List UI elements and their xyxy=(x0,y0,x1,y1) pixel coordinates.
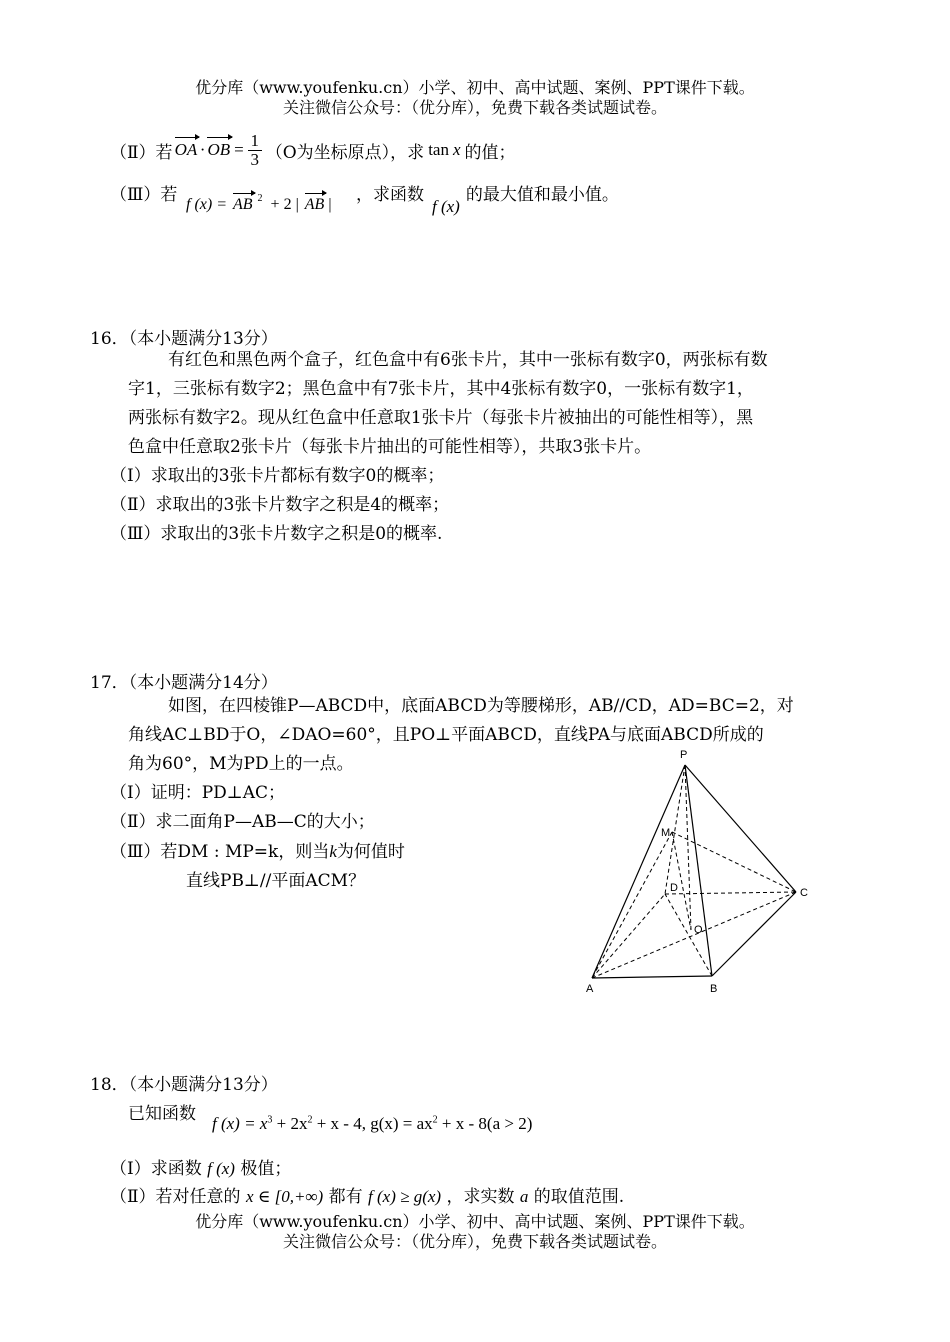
q15-part3-formula xyxy=(186,193,332,214)
q15-part3-rest xyxy=(356,180,619,216)
tan-function: tan xyxy=(428,140,449,159)
q18-part1-suffix: 极值； xyxy=(240,1159,292,1179)
edge-pc xyxy=(685,765,796,892)
segment-mc-hidden xyxy=(672,832,796,892)
pyramid-figure xyxy=(570,742,820,1002)
q15-part3-suffix: 的最大值和最小值。 xyxy=(465,185,619,205)
footer-line-1: 优分库（www.youfenku.cn）小学、初中、高中试题、案例、PPT课件下载。 xyxy=(195,1212,755,1231)
q17-line-3: 角为60°，M为PD上的一点。 xyxy=(128,754,354,774)
q18-part1 xyxy=(110,1154,291,1179)
function-fx: f (x) xyxy=(432,197,460,216)
function-f: f (x) = xyxy=(186,196,227,213)
q15-part2-note: （O为坐标原点），求 xyxy=(265,142,425,163)
q18-part1-prefix: （Ⅰ）求函数 xyxy=(110,1159,202,1179)
formula-part-b: + 2x xyxy=(276,1114,308,1133)
edge-pa xyxy=(592,765,685,978)
variable-k: k xyxy=(329,842,337,861)
q18-part2-variable-a: a xyxy=(519,1187,529,1206)
footer-line-2: 关注微信公众号：（优分库），免费下载各类试题试卷。 xyxy=(282,1232,667,1251)
formula-exp-2a: 2 xyxy=(307,1114,313,1126)
q18-part2-mid: 都有 xyxy=(328,1187,363,1207)
q15-part3-mid: ，求函数 xyxy=(356,185,424,205)
vector-ab: AB xyxy=(233,196,253,213)
q16-line-3: 两张标有数字2。现从红色盒中任意取1张卡片（每张卡片被抽出的可能性相等），黑 xyxy=(128,408,754,428)
label-d: D xyxy=(670,882,678,894)
fraction-denominator: 3 xyxy=(250,149,259,169)
q16-part-1: （Ⅰ）求取出的3张卡片都标有数字0的概率； xyxy=(110,466,445,486)
variable-x: x xyxy=(452,140,461,159)
q18-title: 18．（本小题满分13分） xyxy=(90,1075,278,1095)
q16-parts xyxy=(110,462,449,549)
q18-part2-condition: x ∈ [0,+∞) xyxy=(245,1187,324,1206)
vector-oa: OA xyxy=(174,140,198,159)
q18-part1-fx: f (x) xyxy=(207,1159,235,1178)
segment-am-hidden xyxy=(592,832,672,978)
q17-part-2: （Ⅱ）求二面角P—AB—C的大小； xyxy=(110,812,375,832)
q16-body xyxy=(128,346,868,462)
q18-part2-end: 的取值范围. xyxy=(533,1187,625,1207)
q17-part-3-prefix: （Ⅲ）若DM : MP=k，则当 xyxy=(110,842,330,862)
formula-exp-3: 3 xyxy=(267,1114,273,1126)
header-line-1: 优分库（www.youfenku.cn）小学、初中、高中试题、案例、PPT课件下载。 xyxy=(195,78,755,97)
q18-intro: 已知函数 xyxy=(128,1104,196,1124)
q15-part2 xyxy=(110,128,516,172)
equals-sign: = xyxy=(234,140,244,159)
edge-bc xyxy=(712,892,796,976)
q15-part2-prefix: （Ⅱ）若 xyxy=(110,142,173,163)
edge-dc-hidden xyxy=(665,892,796,894)
q17-line-1: 如图，在四棱锥P—ABCD中，底面ABCD为等腰梯形，AB//CD，AD=BC=2，对 xyxy=(168,696,794,716)
q17-part-3 xyxy=(110,837,405,867)
label-m: M xyxy=(661,827,671,839)
q17-part-3-line-2: 直线PB⊥//平面ACM？ xyxy=(186,871,366,891)
vector-ob: OB xyxy=(207,140,231,159)
plus-two-abs: + 2 | xyxy=(270,196,299,213)
q18-formula xyxy=(212,1114,532,1134)
q17-part-1: （Ⅰ）证明：PD⊥AC； xyxy=(110,783,286,803)
vector-ab-abs: AB xyxy=(304,196,325,213)
segment-mo-hidden xyxy=(672,832,691,930)
q18-part2-inequality: f (x) ≥ g(x) xyxy=(368,1187,442,1206)
q15-part2-suffix: 的值； xyxy=(464,142,516,163)
label-o: O xyxy=(694,924,703,936)
dot-operator: · xyxy=(200,140,205,159)
q18-part2-suffix: ，求实数 xyxy=(446,1187,515,1207)
formula-part-c: + x - 4, g(x) = ax xyxy=(316,1114,433,1133)
q15-part3-prefix: （Ⅲ）若 xyxy=(110,185,178,205)
q18-part2-prefix: （Ⅱ）若对任意的 xyxy=(110,1187,241,1207)
q18-part2 xyxy=(110,1182,624,1207)
fraction-numerator: 1 xyxy=(250,130,259,150)
edge-ab xyxy=(592,976,712,978)
q16-line-1: 有红色和黑色两个盒子，红色盒中有6张卡片，其中一张标有数字0，两张标有数 xyxy=(168,350,768,370)
q17-title: 17．（本小题满分14分） xyxy=(90,673,278,693)
q17-part-3-suffix: 为何值时 xyxy=(336,842,405,862)
label-b: B xyxy=(710,983,718,995)
formula-exp-2b: 2 xyxy=(432,1114,438,1126)
q16-part-3: （Ⅲ）求取出的3张卡片数字之积是0的概率. xyxy=(110,524,443,544)
label-a: A xyxy=(586,983,594,995)
q17-parts xyxy=(110,779,405,896)
formula-part-d: + x - 8(a > 2) xyxy=(441,1114,533,1133)
exponent-2: 2 xyxy=(257,193,263,204)
header-line-2: 关注微信公众号：（优分库），免费下载各类试题试卷。 xyxy=(282,98,667,117)
label-p: P xyxy=(680,749,688,761)
q16-line-2: 字1，三张标有数字2；黑色盒中有7张卡片，其中4张标有数字0，一张标有数字1， xyxy=(128,379,754,399)
q16-line-4: 色盒中任意取2张卡片（每张卡片抽出的可能性相等），共取3张卡片。 xyxy=(128,437,652,457)
diagonal-bd-hidden xyxy=(665,894,712,976)
abs-bar: | xyxy=(328,196,332,213)
q17-line-2: 角线AC⊥BD于O，∠DAO=60°，且PO⊥平面ABCD，直线PA与底面ABCD所成的 xyxy=(128,725,764,745)
q16-part-2: （Ⅱ）求取出的3张卡片数字之积是4的概率； xyxy=(110,495,450,515)
label-c: C xyxy=(800,887,808,899)
q16-title: 16．（本小题满分13分） xyxy=(90,329,278,349)
formula-part-a: f (x) = x xyxy=(212,1114,268,1133)
edge-ad-hidden xyxy=(592,894,665,978)
fraction-one-third xyxy=(248,132,262,169)
